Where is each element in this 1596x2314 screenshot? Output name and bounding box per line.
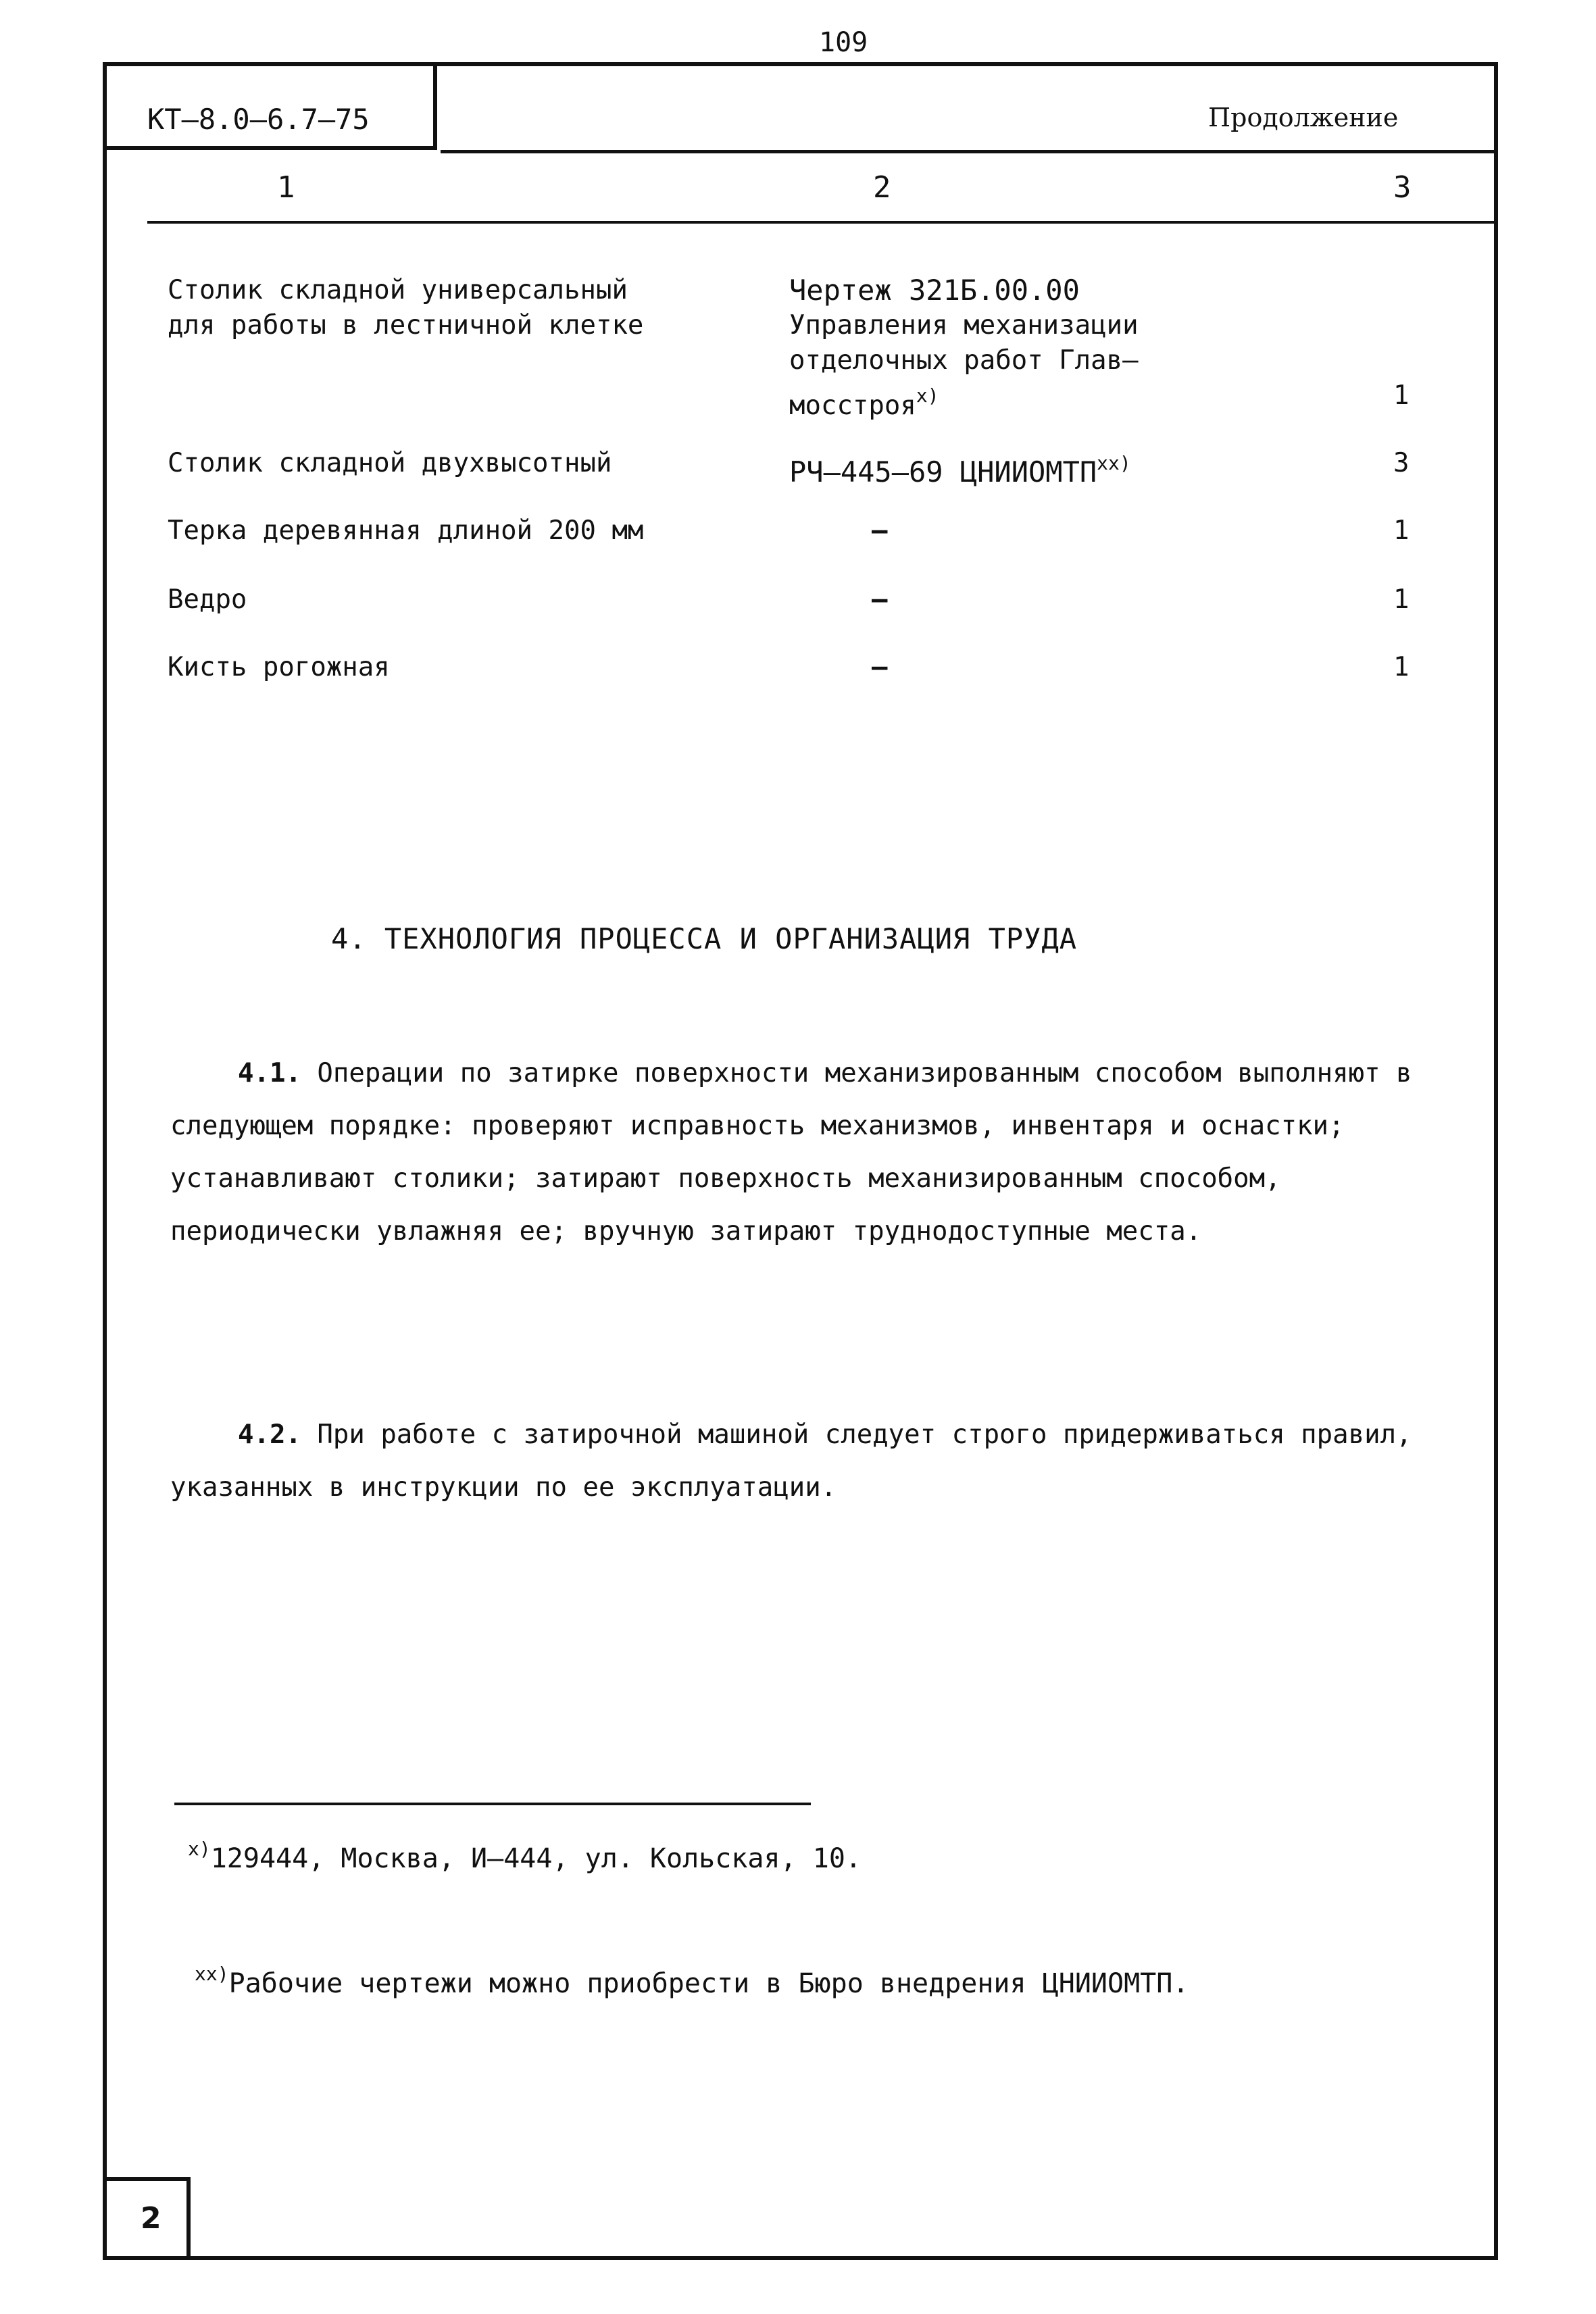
footnote-1 [188, 1838, 862, 1874]
table-row-4-ref: – [872, 584, 888, 615]
table-row-5-ref: – [872, 652, 888, 682]
table-cell: Столик складной универсальный [168, 275, 628, 305]
table-row-4-qty: 1 [1393, 584, 1410, 615]
footnote-mark: хх) [195, 1963, 229, 1985]
paragraph-4-2 [170, 1409, 1447, 1514]
table-cell: для работы в лестничной клетке [168, 310, 644, 341]
paragraph-4-1 [170, 1047, 1447, 1258]
table-cell: отделочных работ Глав– [789, 345, 1139, 376]
table-row-1-ref [789, 273, 1139, 424]
table-row-2-name: Столик складной двухвысотный [168, 448, 612, 478]
table-cell: Чертеж 321Б.00.00 [789, 274, 1080, 307]
footnote-mark: х) [916, 384, 939, 407]
continuation-label: Продолжение [1208, 103, 1399, 132]
document-code: КТ–8.0–6.7–75 [147, 103, 370, 136]
paragraph-number: 4.1. [238, 1058, 301, 1088]
table-row-2-ref: РЧ–445–69 $ЦНИИОМТП^{хх)}$ [789, 452, 1131, 488]
footnote-text: 129444, Москва, И–444, ул. Кольская, 10. [210, 1843, 862, 1874]
table-row-3-ref: – [872, 515, 888, 546]
table-cell: Управления механизации [789, 310, 1139, 341]
footnote-mark: хх) [1097, 452, 1131, 474]
column-header-3: 3 [1393, 170, 1412, 205]
table-row-5-qty: 1 [1393, 652, 1410, 682]
table-row-3-name: Терка деревянная длиной 200 мм [168, 515, 644, 546]
footnote-divider [174, 1803, 811, 1805]
table-row-3-qty: 1 [1393, 515, 1410, 546]
column-header-divider [147, 221, 1498, 224]
section-title: 4. ТЕХНОЛОГИЯ ПРОЦЕССА И ОРГАНИЗАЦИЯ ТРУДА [331, 922, 1078, 955]
paragraph-number: 4.2. [238, 1419, 301, 1450]
table-row-1-qty: 1 [1393, 380, 1410, 411]
column-header-2: 2 [873, 170, 891, 205]
footnote-mark: х) [188, 1838, 211, 1860]
footnote-text: Рабочие чертежи можно приобрести в Бюро внедрения ЦНИИОМТП. [228, 1968, 1189, 1999]
table-row-4-name: Ведро [168, 584, 247, 615]
paragraph-text: При работе с затирочной машиной следует строго придерживаться правил, указанных в инструкции по ее эксплуатации. [170, 1419, 1412, 1503]
header-divider [441, 150, 1498, 153]
page-number: 109 [819, 27, 868, 58]
column-header-1: 1 [277, 170, 295, 205]
sheet-number: 2 [141, 2201, 161, 2236]
table-row-5-name: Кисть рогожная [168, 652, 390, 682]
paragraph-text: Операции по затирке поверхности механизированным способом выполняют в следующем порядке: проверяют исправность механизмов, инвентаря и оснастки; устанавливают столики; затирают поверхность механизированным способом, периодически увлажняя ее; вручную затирают труднодоступные места. [170, 1058, 1412, 1247]
table-row-2-qty: 3 [1393, 448, 1410, 478]
footnote-2 [195, 1963, 1189, 1999]
table-cell: мосстроя$^{х)}$ [789, 384, 939, 421]
table-row-1-name [168, 273, 643, 343]
